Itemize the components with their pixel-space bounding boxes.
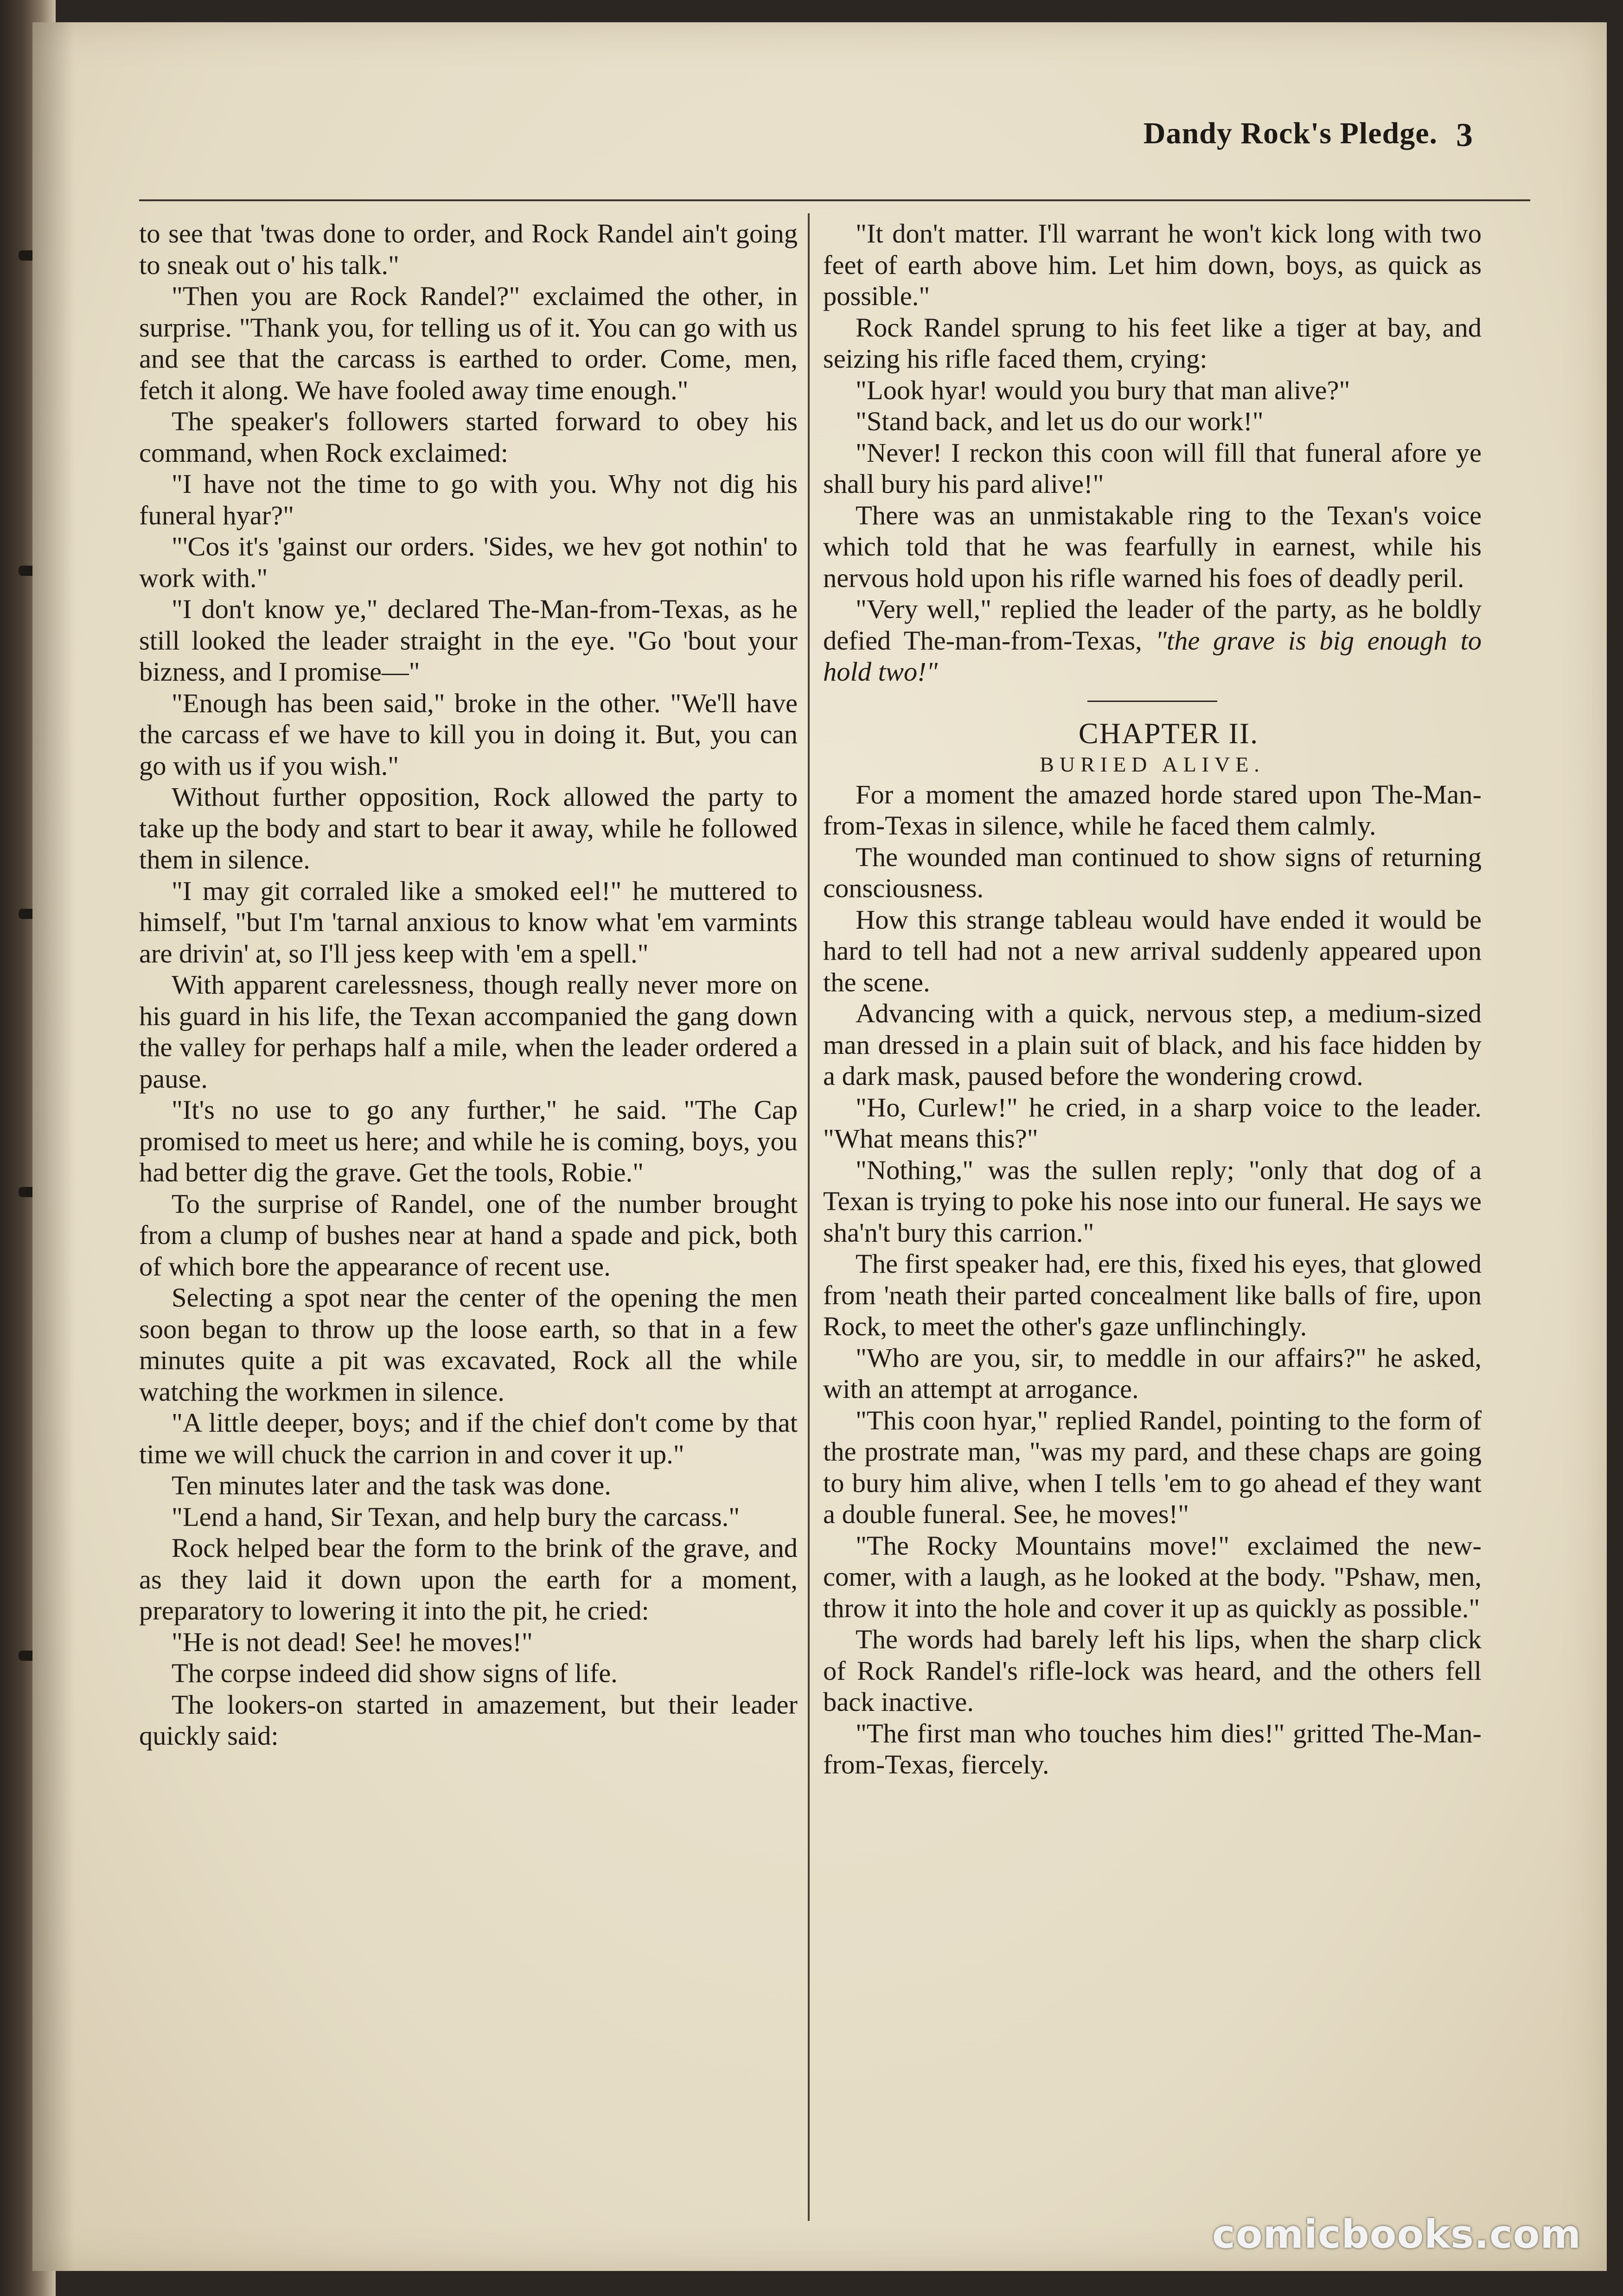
paragraph: There was an unmistakable ring to the Texan's voice which told that he was fearfully in earnest, while his nervous hold upon his rifle warned his foes of deadly peril.: [823, 500, 1482, 593]
header-rule: [139, 199, 1530, 201]
paragraph: "Who are you, sir, to meddle in our affairs?" he asked, with an attempt at arrogance.: [823, 1342, 1482, 1404]
paragraph: "He is not dead! See! he moves!": [172, 1626, 533, 1657]
paragraph: "I have not the time to go with you. Why not dig his funeral hyar?": [139, 469, 798, 530]
paragraph: "Never! I reckon this coon will fill that funeral afore ye shall bury his pard alive!": [823, 437, 1482, 499]
paragraph: "Stand back, and let us do our work!": [856, 406, 1264, 436]
watermark: comicbooks.com: [1212, 2212, 1581, 2257]
paragraph: The corpse indeed did show signs of life.: [172, 1658, 618, 1688]
paragraph: The words had barely left his lips, when the sharp click of Rock Randel's rifle-lock was heard, and the others fell back inactive.: [823, 1624, 1482, 1717]
paragraph: Ten minutes later and the task was done.: [172, 1470, 611, 1500]
paragraph: "It don't matter. I'll warrant he won't kick long with two feet of earth above him. Let him down, boys, as quick as possible.": [823, 218, 1482, 311]
paragraph: "I don't know ye," declared The-Man-from-Texas, as he still looked the leader straight in the eye. "Go 'bout your bizness, and I promise—": [139, 594, 798, 687]
paragraph: Advancing with a quick, nervous step, a medium-sized man dressed in a plain suit of black, and his face hidden by a dark mask, paused before the wondering crowd.: [823, 998, 1482, 1091]
paragraph: to see that 'twas done to order, and Rock Randel ain't going to sneak out o' his talk.": [139, 218, 798, 280]
right-column-after-chapter: [823, 779, 1482, 1780]
paragraph: "I may git corraled like a smoked eel!" he muttered to himself, "but I'm 'tarnal anxious to know what 'em varmints are drivin' at, so I'll jess keep with 'em a spell.": [139, 875, 798, 969]
paragraph: "Nothing," was the sullen reply; "only that dog of a Texan is trying to poke his nose into our funeral. He says we sha'n't bury this carrion.": [823, 1154, 1482, 1248]
paragraph: With apparent carelessness, though really never more on his guard in his life, the Texan accompanied the gang down the valley for perhaps half a mile, when the leader ordered a pause.: [139, 969, 798, 1094]
defy-paragraph: [823, 593, 1482, 688]
defy-emphasis: "the grave is big enough to hold two!": [823, 625, 1482, 687]
paragraph: The speaker's followers started forward to obey his command, when Rock exclaimed:: [139, 406, 798, 468]
paragraph: The wounded man continued to show signs of returning consciousness.: [823, 842, 1482, 903]
right-column-before-chapter: [823, 218, 1482, 593]
chapter-subtitle: BURIED ALIVE.: [1040, 752, 1265, 776]
paragraph: Rock helped bear the form to the brink of the grave, and as they laid it down upon the earth for a moment, preparatory to lowering it into the pit, he cried:: [139, 1533, 798, 1626]
paragraph: The first speaker had, ere this, fixed his eyes, that glowed from 'neath their parted concealment like balls of fire, upon Rock, to meet the other's gaze unflinchingly.: [823, 1249, 1482, 1341]
page-number: 3: [1456, 116, 1473, 153]
paragraph: To the surprise of Randel, one of the number brought from a clump of bushes near at hand a spade and pick, both of which bore the appearance of recent use.: [139, 1188, 798, 1282]
paragraph: "A little deeper, boys; and if the chief don't come by that time we will chuck the carrion in and cover it up.": [139, 1408, 798, 1469]
paragraph: The lookers-on started in amazement, but their leader quickly said:: [139, 1689, 798, 1751]
paragraph: How this strange tableau would have ended it would be hard to tell had not a new arrival suddenly appeared upon the scene.: [823, 904, 1482, 997]
paragraph: "'Cos it's 'gainst our orders. 'Sides, we hev got nothin' to work with.": [139, 531, 798, 593]
gutter-shadow: [32, 22, 74, 2271]
left-column: [139, 218, 798, 1752]
paragraph: Rock Randel sprung to his feet like a tiger at bay, and seizing his rifle faced them, crying:: [823, 312, 1482, 374]
running-title: Dandy Rock's Pledge.: [1143, 116, 1438, 150]
paragraph: For a moment the amazed horde stared upon The-Man-from-Texas in silence, while he faced them calmly.: [823, 779, 1482, 841]
paragraph: "Lend a hand, Sir Texan, and help bury the carcass.": [172, 1501, 740, 1532]
paragraph: Without further opposition, Rock allowed the party to take up the body and start to bear it away, while he followed them in silence.: [139, 782, 798, 874]
paragraph: "The Rocky Mountains move!" exclaimed the new-comer, with a laugh, as he looked at the body. "Pshaw, men, throw it into the hole and cover it up as quickly as possible.": [823, 1530, 1482, 1623]
paragraph: "It's no use to go any further," he said. "The Cap promised to meet us here; and while he is coming, boys, you had better dig the grave. Get the tools, Robie.": [139, 1095, 798, 1187]
chapter-heading: CHAPTER II.: [1078, 716, 1259, 750]
right-column: [823, 218, 1482, 1780]
paragraph: "This coon hyar," replied Randel, pointing to the form of the prostrate man, "was my pard, and these chaps are going to bury him alive, when I tells 'em to go ahead ef they want a double funeral. See, he moves!": [823, 1405, 1482, 1529]
paragraph: "Then you are Rock Randel?" exclaimed the other, in surprise. "Thank you, for telling us of it. You can go with us and see that the carcass is earthed to order. Come, men, fetch it along. We have fooled away time enough.": [139, 281, 798, 405]
defy-text: "Very well," replied the leader of the party, as he boldly defied The-man-from-Texas,: [823, 594, 1482, 656]
paragraph: "Look hyar! would you bury that man alive?": [856, 375, 1350, 405]
paragraph: "Ho, Curlew!" he cried, in a sharp voice to the leader. "What means this?": [823, 1092, 1482, 1154]
column-divider: [808, 213, 810, 2221]
chapter-separator-rule: [1087, 701, 1217, 702]
paragraph: "Enough has been said," broke in the other. "We'll have the carcass ef we have to kill you in doing it. But, you can go with us if you wish.": [139, 688, 798, 781]
paragraph: Selecting a spot near the center of the opening the men soon began to throw up the loose earth, so that in a few minutes quite a pit was excavated, Rock all the while watching the workmen in silence.: [139, 1282, 798, 1407]
paragraph: "The first man who touches him dies!" gritted The-Man-from-Texas, fiercely.: [823, 1718, 1482, 1779]
